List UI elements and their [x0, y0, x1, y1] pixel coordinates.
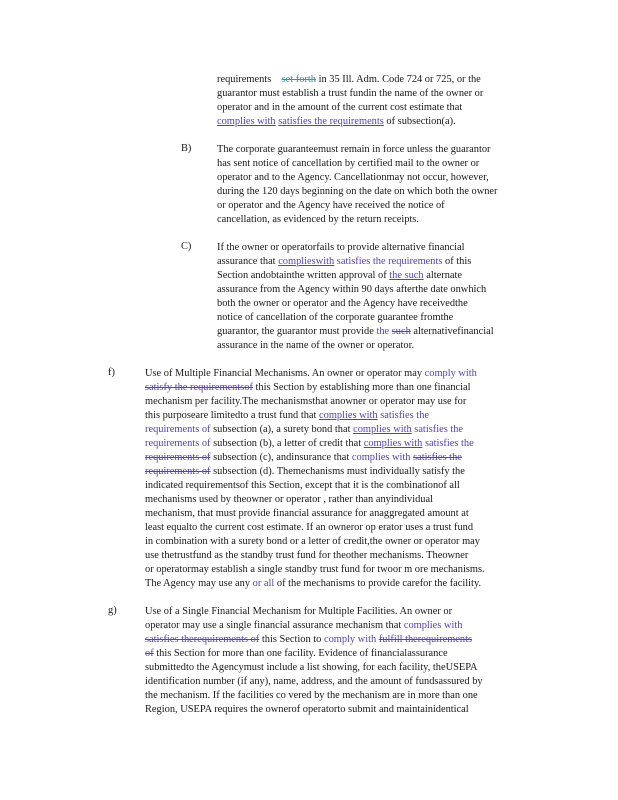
cont-line-1: requirements set forth in 35 Ill. Adm. Code 724 or 725, or the	[217, 74, 481, 85]
deleted-text: such	[391, 326, 411, 337]
c-line-8: assurance in the name of the owner or operator.	[217, 340, 415, 351]
deleted-text: requirements of	[145, 452, 211, 463]
inserted-text: complies with	[353, 424, 412, 435]
f-line-6: requirements of subsection (b), a letter of credit that complies with satisfies the	[145, 438, 474, 449]
g-line-7: the mechanism. If the facilities co vered by the mechanism are in more than one	[145, 690, 478, 701]
cont-line-4: complies with satisfies the requirements of subsection(a).	[217, 116, 456, 127]
b-line-2: has sent notice of cancellation by certified mail to the owner or	[217, 158, 480, 169]
inserted-text: comply with	[424, 368, 477, 379]
inserted-text: complies with	[319, 410, 378, 421]
inserted-text: satisfies the requirements	[278, 116, 384, 127]
b-line-3: operator and to the Agency. Cancellationmay not occur, however,	[217, 172, 489, 183]
inserted-text: the	[376, 326, 390, 337]
inserted-text: complies with	[363, 438, 423, 449]
revised-text: satisfies the	[380, 410, 430, 421]
subsection-label-g: g)	[108, 605, 117, 616]
revised-text: satisfies the	[414, 424, 464, 435]
f-line-4: this purposeare limitedto a trust fund that complies with satisfies the	[145, 410, 430, 421]
g-line-6: identification number (if any), name, address, and the amount of fundsassured by	[145, 676, 483, 687]
inserted-text: complieswith	[278, 256, 335, 267]
c-line-2: assurance that complieswith satisfies the requirements of this	[217, 256, 472, 267]
inserted-text: comply with	[323, 634, 377, 645]
revised-text: satisfies the requirements	[336, 256, 443, 267]
f-line-14: use thetrustfund as the standby trust fund for theother mechanisms. Theowner	[145, 550, 469, 561]
b-line-5: or operator and the Agency have received the notice of	[217, 200, 445, 211]
revised-text: requirements of	[145, 438, 211, 449]
f-line-1: Use of Multiple Financial Mechanisms. An owner or operator may comply with	[145, 368, 477, 379]
b-line-6: cancellation, as evidenced by the return receipts.	[217, 214, 419, 225]
f-line-8: requirements of subsection (d). Themechanisms must individually satisfy the	[145, 466, 465, 477]
inserted-text: the such	[389, 270, 424, 281]
subsection-label-b: B)	[181, 143, 192, 154]
deleted-text: satisfy the requirementsof	[145, 382, 253, 393]
revised-text: requirements of	[145, 424, 211, 435]
deleted-text: satisfies the	[413, 452, 462, 463]
inserted-text: complies with	[217, 116, 276, 127]
f-line-3: mechanism per facility.The mechanismsthat anowner or operator may use for	[145, 396, 467, 407]
cont-line-3: operator and in the amount of the current cost estimate that	[217, 102, 463, 113]
subsection-label-c: C)	[181, 241, 192, 252]
deleted-text: fulfill therequirements	[378, 634, 473, 645]
f-line-2: satisfy the requirementsof this Section by establishing more than one financial	[145, 382, 471, 393]
b-line-1: The corporate guaranteemust remain in force unless the guarantor	[217, 144, 491, 155]
cont-line-2: guarantor must establish a trust fundin the name of the owner or	[217, 88, 484, 99]
f-line-5: requirements of subsection (a), a surety bond that complies with satisfies the	[145, 424, 464, 435]
f-line-16: The Agency may use any or all of the mechanisms to provide carefor the facility.	[145, 578, 482, 589]
g-line-8: Region, USEPA requires the ownerof operatorto submit and maintainidentical	[145, 704, 469, 715]
f-line-9: indicated requirementsof this Section, except that it is the combinationof all	[145, 480, 460, 491]
f-line-7: requirements of subsection (c), andinsurance that complies with satisfies the	[145, 452, 462, 463]
g-line-5: submittedto the Agencymust include a list showing, for each facility, theUSEPA	[145, 662, 478, 673]
f-line-13: in combination with a surety bond or a letter of credit,the owner or operator may	[145, 536, 480, 547]
f-line-11: mechanism, that must provide financial assurance for anaggregated amount at	[145, 508, 469, 519]
f-line-12: least equalto the current cost estimate. If an owneror op erator uses a trust fund	[145, 522, 474, 533]
c-line-5: both the owner or operator and the Agency have receivedthe	[217, 298, 468, 309]
inserted-text: complies with	[403, 620, 463, 631]
c-line-6: notice of cancellation of the corporate guarantee fromthe	[217, 312, 454, 323]
deleted-text: requirements of	[145, 466, 211, 477]
subsection-label-f: f)	[108, 367, 115, 378]
deleted-text: of	[145, 648, 154, 659]
c-line-7: guarantor, the guarantor must provide the such alternativefinancial	[217, 326, 494, 337]
g-line-3: satisfies therequirements of this Section to comply with fulfill therequirements	[145, 634, 473, 645]
inserted-text: complies with	[351, 452, 411, 463]
g-line-1: Use of a Single Financial Mechanism for Multiple Facilities. An owner or	[145, 606, 453, 617]
revised-text: satisfies the	[424, 438, 474, 449]
b-line-4: during the 120 days beginning on the date on which both the owner	[217, 186, 498, 197]
inserted-text: or all	[252, 578, 275, 589]
deleted-text: set forth	[281, 74, 316, 85]
g-line-4: of this Section for more than one facility. Evidence of financialassurance	[145, 648, 448, 659]
f-line-15: or operatormay establish a single standby trust fund for twoor m ore mechanisms.	[145, 564, 485, 575]
f-line-10: mechanisms used by theowner or operator , rather than anyindividual	[145, 494, 433, 505]
c-line-4: assurance from the Agency within 90 days afterthe date onwhich	[217, 284, 487, 295]
c-line-1: If the owner or operatorfails to provide alternative financial	[217, 242, 465, 253]
g-line-2: operator may use a single financial assurance mechanism that complies with	[145, 620, 463, 631]
c-line-3: Section andobtainthe written approval of the such alternate	[217, 270, 462, 281]
deleted-text: satisfies therequirements of	[145, 634, 260, 645]
